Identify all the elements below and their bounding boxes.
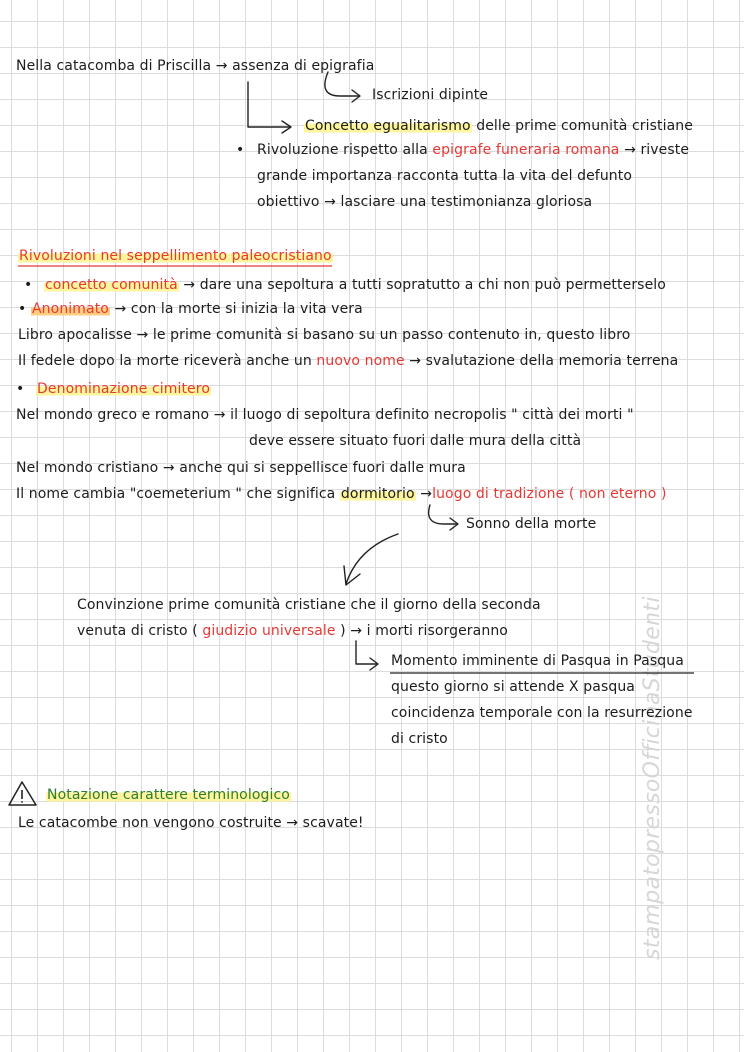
heading-text: Rivoluzioni nel seppellimento paleocristiano — [19, 248, 332, 264]
risorgeranno-text: ) → i morti risorgeranno — [340, 623, 508, 639]
section-heading — [18, 247, 333, 265]
line-fedele — [18, 352, 678, 370]
line-cristiano: Nel mondo cristiano → anche qui si seppellisce fuori dalle mura — [16, 460, 466, 476]
bullet-dot: • — [18, 301, 27, 317]
nuovo-nome: nuovo nome — [316, 353, 405, 369]
line-convinzione: Convinzione prime comunità cristiane che il giorno della seconda — [77, 597, 541, 613]
concetto-rest: delle prime comunità cristiane — [476, 118, 693, 134]
line-fuori-mura: deve essere situato fuori dalle mura della città — [249, 433, 582, 449]
line-questo-giorno: questo giorno si attende X pasqua — [391, 679, 635, 695]
venuta-text: venuta di cristo ( — [77, 623, 198, 639]
anonimato: Anonimato — [32, 301, 109, 317]
watermark: stampatopressoOfficinaStudenti — [640, 596, 665, 960]
giudizio-universale: giudizio universale — [202, 623, 336, 639]
line-momento: Momento imminente di Pasqua in Pasqua — [391, 653, 684, 669]
arrow-to-iscrizioni — [325, 72, 358, 96]
notazione-text: Notazione carattere terminologico — [47, 787, 290, 803]
line-coincidenza: coincidenza temporale con la resurrezione — [391, 705, 693, 721]
line-concetto-comunita — [44, 276, 666, 294]
line-nome — [16, 485, 667, 503]
bullet-dot: • — [236, 142, 245, 158]
epigrafe-romana: epigrafe funeraria romana — [432, 142, 620, 158]
nome-text: Il nome cambia "coemeterium " che significa — [16, 486, 336, 502]
rivoluzione-text: Rivoluzione rispetto alla — [257, 142, 428, 158]
fedele-text: Il fedele dopo la morte riceverà anche un — [18, 353, 312, 369]
line-denominazione — [36, 380, 211, 398]
svalutazione-text: → svalutazione della memoria terrena — [409, 353, 679, 369]
anonimato-rest: → con la morte si inizia la vita vera — [114, 301, 363, 317]
concetto-highlight: Concetto egualitarismo — [305, 118, 471, 134]
line-priscilla — [16, 57, 374, 75]
line-concetto — [304, 117, 693, 135]
concetto-comunita-rest: → dare una sepoltura a tutti sopratutto a chi non può permetterselo — [183, 277, 666, 293]
line-greco: Nel mondo greco e romano → il luogo di sepoltura definito necropolis " città dei morti " — [16, 407, 634, 423]
line-catacombe: Le catacombe non vengono costruite → scavate! — [18, 815, 364, 831]
line-venuta — [77, 622, 508, 640]
priscilla-text: Nella catacomba di Priscilla — [16, 58, 212, 74]
arrow-to-sonno — [429, 505, 456, 524]
bullet-dot: • — [16, 381, 25, 397]
line-grande-importanza: grande importanza racconta tutta la vita del defunto — [257, 168, 633, 184]
dormitorio: dormitorio — [340, 486, 415, 502]
line-libro: Libro apocalisse → le prime comunità si basano su un passo contenuto in, questo libro — [18, 327, 631, 343]
line-di-cristo: di cristo — [391, 731, 448, 747]
denominazione-cimitero: Denominazione cimitero — [37, 381, 210, 397]
line-rivoluzione — [257, 141, 689, 159]
warning-icon — [9, 782, 36, 805]
riveste-text: → riveste — [624, 142, 690, 158]
sonno-morte: Sonno della morte — [466, 516, 597, 532]
iscrizioni-dipinte: Iscrizioni dipinte — [372, 87, 489, 103]
arrow-to-concetto — [248, 82, 290, 127]
nome-arrow: → — [420, 486, 433, 502]
line-notazione — [46, 786, 291, 804]
line-anonimato — [31, 300, 363, 318]
arrow-to-momento — [356, 641, 376, 664]
arrow-curved-down — [346, 534, 398, 584]
bullet-dot: • — [24, 277, 33, 293]
concetto-comunita: concetto comunità — [45, 277, 178, 293]
epigrafia-text: → assenza di epigrafia — [215, 58, 375, 74]
line-obiettivo: obiettivo → lasciare una testimonianza gloriosa — [257, 194, 593, 210]
luogo-tradizione: luogo di tradizione ( non eterno ) — [432, 486, 667, 502]
